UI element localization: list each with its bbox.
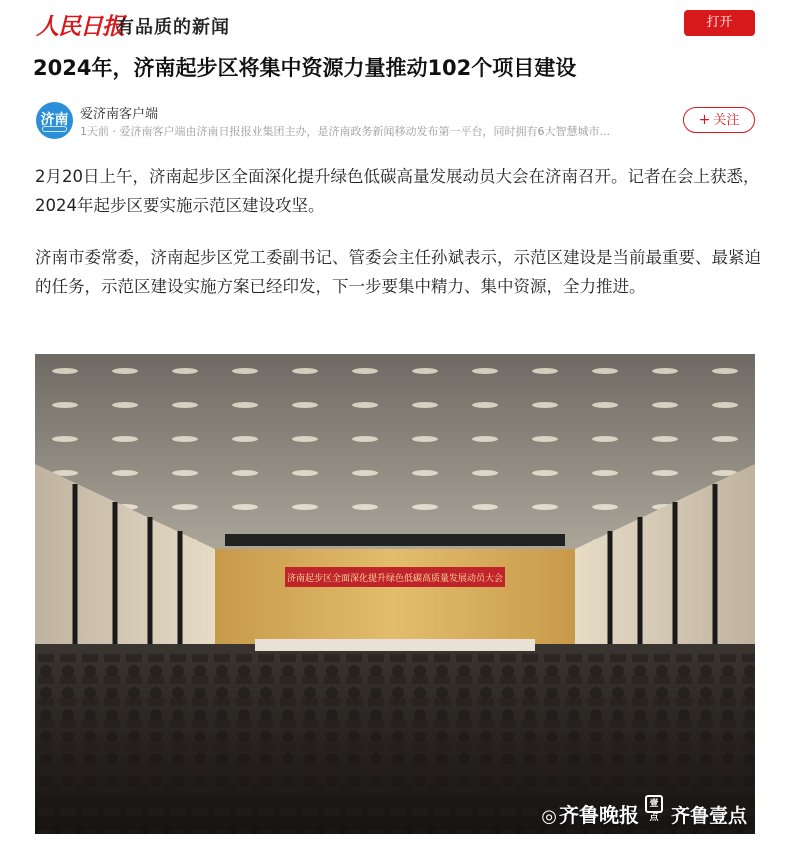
follow-button[interactable] [683,107,755,133]
author-name[interactable]: 爱济南客户端 [80,107,159,122]
avatar-decoration [42,126,67,132]
open-app-button[interactable]: 打开 [684,10,755,36]
photo-watermark [541,795,747,828]
newspaper-logo-icon: ◎ [541,806,557,827]
top-bar [0,0,806,48]
plus-icon: + [698,112,711,128]
watermark-brand-2: 齐鲁壹点 [670,805,747,827]
app-slogan: 有品质的新闻 [116,17,230,38]
paragraph-1: 2月20日上午，济南起步区全面深化提升绿色低碳高量发展动员大会在济南召开。记者在会上获悉，2024年起步区要实施示范区建设攻坚。 [35,167,760,215]
author-bar [36,102,756,142]
avatar-label: 济南 [40,112,69,128]
stage-banner-text: 济南起步区全面深化提升绿色低碳高质量发展动员大会 [286,574,504,584]
author-avatar[interactable] [36,102,73,139]
article-photo[interactable] [35,354,755,834]
conference-hall-image [35,354,755,834]
article-title: 2024年，济南起步区将集中资源力量推动102个项目建设 [33,56,577,80]
watermark-brand-1: 齐鲁晚报 [558,803,639,827]
watermark-box-icon: 壹点 [645,795,663,813]
follow-label: 关注 [713,113,740,128]
author-meta: 1天前 · 爱济南客户端由济南日报报业集团主办，是济南政务新闻移动发布第一平台，同时拥有6大智慧城市... [80,125,610,138]
people-daily-logo[interactable]: 人民日报 [36,13,124,40]
paragraph-2: 济南市委常委，济南起步区党工委副书记、管委会主任孙斌表示，示范区建设是当前最重要、最紧迫的任务，示范区建设实施方案已经印发，下一步要集中精力、集中资源，全力推进。 [35,248,761,296]
